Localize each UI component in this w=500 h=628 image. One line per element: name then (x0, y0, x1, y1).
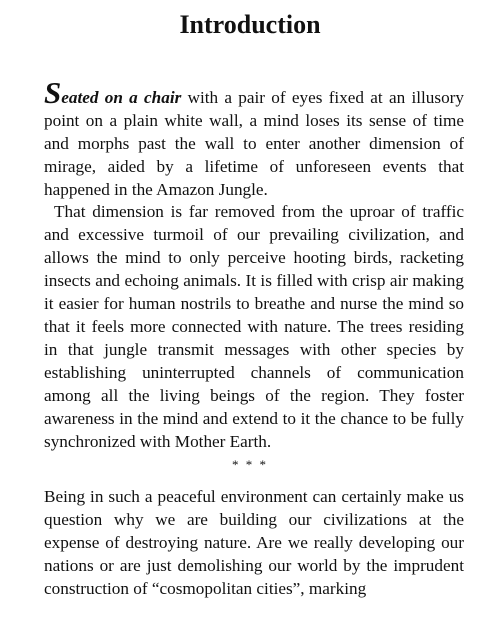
paragraph-3: Being in such a peaceful environment can certainly make us question why we are building our civilizations at the expense of destroying nature. Are we really developing our nations or are just demolishing our world by the imprudent construction of “cosmopolitan cities”, marking (44, 487, 464, 598)
paragraph-1 (44, 75, 464, 201)
paragraph-lead-phrase: eated on a chair (61, 88, 182, 107)
paragraph-2: That dimension is far removed from the uproar of traffic and excessive turmoil of our prevailing civilization, and allows the mind to only perceive hooting birds, racketing insects and echoing animals. It is filled with crisp air making it easier for human nostrils to breathe and nurse the mind so that it feels more connected with nature. The trees residing in that jungle transmit messages with other species by establishing uninterrupted channels of communication among all the living beings of the region. They foster awareness in the mind and extend to it the chance to be fully synchronized with Mother Earth. (44, 202, 464, 451)
paragraph-1-text: with a pair of eyes fixed at an illusory point on a plain white wall, a mind loses its sense of time and morphs past the wall to enter another dimension of mirage, aided by a lifetime of unforeseen events that happened in the Amazon Jungle. (44, 88, 464, 199)
drop-cap-letter: S (44, 75, 62, 110)
section-separator: * * * (232, 457, 268, 472)
chapter-title: Introduction (179, 10, 321, 39)
